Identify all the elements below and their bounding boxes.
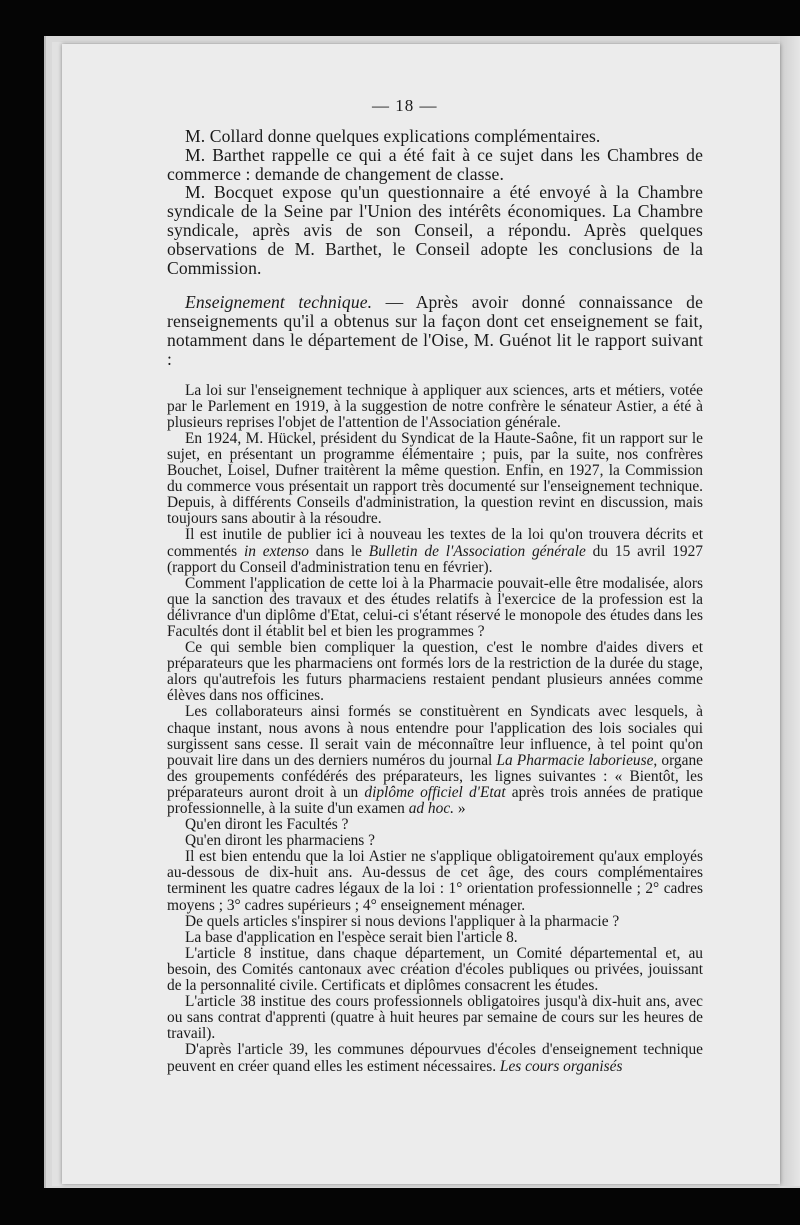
report-paragraph: Comment l'application de cette loi à la Pharmacie pouvait-elle être modalisée, alors que la sanction des travaux et des études relatifs à l'exercice de la profession est la délivrance d'un diplôme d'Etat, celui-ci s'étant réservé le monopole des études dans les Facultés dont il établit bel et bien les programmes ? bbox=[167, 574, 703, 640]
right-page-edge bbox=[780, 36, 800, 1186]
report-paragraph bbox=[167, 704, 703, 817]
report-italic: La Pharmacie laborieuse bbox=[496, 751, 654, 769]
paragraph-barthet-text: M. Barthet rappelle ce qui a été fait à ce sujet dans les Chambres de commerce : demande de changement de classe. bbox=[167, 144, 703, 184]
report-text-span: , organe des groupements confédérés des préparateurs, les lignes suivantes : « Bientôt, les préparateurs auront droit à un bbox=[167, 751, 703, 801]
report-italic: in extenso bbox=[243, 542, 309, 560]
page-number: — 18 — bbox=[372, 96, 438, 115]
report-paragraph: Qu'en diront les Facultés ? bbox=[185, 816, 349, 834]
report-italic: ad hoc. bbox=[408, 800, 454, 817]
report-text-span: D'après l'article 39, les communes dépourvues d'écoles d'enseignement technique peuvent en créer quand elles les estiment nécessaires. bbox=[167, 1041, 703, 1075]
report-text-span: après trois années de pratique professionnelle, à la suite d'un examen bbox=[167, 783, 703, 817]
report-paragraph bbox=[167, 527, 703, 575]
report-paragraph bbox=[167, 1042, 703, 1074]
report-italic: diplôme officiel d'Etat bbox=[364, 783, 506, 801]
report-italic: Bulletin de l'Association générale bbox=[368, 542, 586, 560]
report-text-span: Les collaborateurs ainsi formés se constituèrent en Syndicats avec lesquels, à chaque instant, nous avons à nous entendre pour l'application des lois sociales qui surgissent sans cesse. Il serait vain de méconnaître leur influence, à tel point qu'on pouvait lire dans un des derniers numéros du journal bbox=[167, 703, 703, 769]
report-paragraph: Il est bien entendu que la loi Astier ne s'applique obligatoirement qu'aux employés au-dessous de dix-huit ans. Au-dessus de cet âge, des cours complémentaires terminent les quatre cadres légaux de la loi : 1° orientation professionnelle ; 2° cadres moyens ; 3° cadres supérieurs ; 4° enseignement ménager. bbox=[167, 848, 703, 914]
report-paragraph: De quels articles s'inspirer si nous devions l'appliquer à la pharmacie ? bbox=[185, 912, 620, 930]
paragraph-barthet bbox=[167, 146, 703, 184]
page-body bbox=[167, 127, 703, 1075]
report-italic: Les cours organisés bbox=[499, 1057, 623, 1075]
report-paragraph: Ce qui semble bien compliquer la question, c'est le nombre d'aides divers et préparateurs que les pharmaciens ont formés lors de la restriction de la durée du stage, alors qu'autrefois les futurs pharmaciens restaient pendant plusieurs années comme élèves dans nos officines. bbox=[167, 639, 703, 705]
section-gap bbox=[167, 277, 703, 293]
report-text bbox=[167, 383, 703, 1075]
paragraph-collard: M. Collard donne quelques explications complémentaires. bbox=[185, 126, 601, 146]
report-text-span: dans le bbox=[308, 542, 369, 560]
section-heading: Enseignement technique. bbox=[185, 292, 373, 313]
paragraph-bocquet: M. Bocquet expose qu'un questionnaire a été envoyé à la Chambre syndicale de la Seine par l'Union des intérêts économiques. La Chambre syndicale, après avis de son Conseil, a répondu. Après quelques observations de M. Barthet, le Conseil adopte les conclusions de la Commission. bbox=[167, 182, 703, 278]
report-text-span: Il est inutile de publier ici à nouveau les textes de la loi qu'on trouvera décrits et commentés bbox=[167, 526, 703, 560]
report-paragraph: En 1924, M. Hückel, président du Syndicat de la Haute-Saône, fit un rapport sur le sujet, en présentant un programme élémentaire ; puis, par la suite, nos confrères Bouchet, Loisel, Dufner traitèrent la même question. Enfin, en 1927, la Commission du commerce vous présentait un rapport très documenté sur l'enseignement technique. Depuis, à différents Conseils d'administration, la question revint en discussion, mais toujours sans aboutir à la résoudre. bbox=[167, 429, 703, 528]
report-text-span: du 15 avril 1927 (rapport du Conseil d'administration tenu en février). bbox=[167, 542, 703, 576]
report-paragraph: La base d'application en l'espèce serait bien l'article 8. bbox=[185, 928, 518, 946]
report-paragraph: Qu'en diront les pharmaciens ? bbox=[185, 832, 375, 850]
section-intro: — Après avoir donné connaissance de renseignements qu'il a obtenus sur la façon dont cet enseignement se fait, notamment dans le département de l'Oise, M. Guénot lit le rapport suivant : bbox=[167, 292, 703, 369]
report-paragraph: La loi sur l'enseignement technique à appliquer aux sciences, arts et métiers, votée par le Parlement en 1919, à la suggestion de notre confrère le sénateur Astier, a été à plusieurs reprises l'objet de l'attention de l'Association générale. bbox=[167, 381, 703, 431]
section-enseignement-technique bbox=[167, 293, 703, 368]
report-paragraph: L'article 8 institue, dans chaque département, un Comité départemental et, au besoin, des Comités cantonaux avec création d'écoles publiques ou privées, jouissant de la personnalité civile. Certificats et diplômes consacrent les études. bbox=[167, 944, 703, 995]
report-paragraph: L'article 38 institue des cours professionnels obligatoires jusqu'à dix-huit ans, avec ou sans contrat d'apprenti (quatre à huit heures par semaine de cours sur les heures de travail). bbox=[167, 993, 703, 1043]
report-text-span: » bbox=[454, 800, 466, 817]
